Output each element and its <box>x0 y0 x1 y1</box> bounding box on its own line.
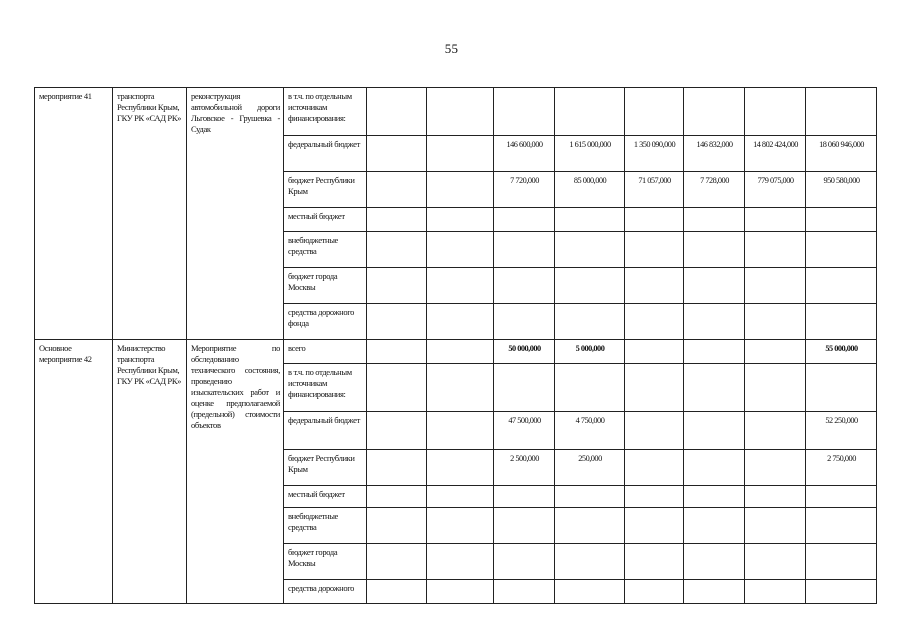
value-cell <box>806 544 877 580</box>
value-cell <box>745 208 806 232</box>
value-cell <box>806 304 877 340</box>
value-cell <box>684 508 745 544</box>
value-cell: 2 500,000 <box>494 450 555 486</box>
value-cell <box>367 136 427 172</box>
value-cell <box>494 544 555 580</box>
value-cell <box>625 486 684 508</box>
value-cell <box>625 450 684 486</box>
funding-source-cell: местный бюджет <box>284 208 367 232</box>
value-cell <box>427 340 494 364</box>
value-cell: 7 720,000 <box>494 172 555 208</box>
value-cell <box>745 580 806 604</box>
value-cell <box>684 208 745 232</box>
value-cell <box>684 304 745 340</box>
funding-table <box>34 87 877 604</box>
value-cell <box>684 364 745 412</box>
value-cell <box>367 88 427 136</box>
value-cell <box>555 364 625 412</box>
value-cell <box>684 232 745 268</box>
value-cell <box>494 486 555 508</box>
value-cell: 5 000,000 <box>555 340 625 364</box>
value-cell <box>625 88 684 136</box>
value-cell <box>625 232 684 268</box>
funding-source-cell: бюджет Республики Крым <box>284 172 367 208</box>
table-row <box>35 340 877 364</box>
value-cell: 250,000 <box>555 450 625 486</box>
value-cell <box>745 268 806 304</box>
value-cell <box>625 412 684 450</box>
value-cell <box>427 136 494 172</box>
executor-cell: транспорта Республики Крым, ГКУ РК «САД РК» <box>113 88 187 340</box>
value-cell <box>427 450 494 486</box>
value-cell <box>745 508 806 544</box>
value-cell <box>625 364 684 412</box>
value-cell: 52 250,000 <box>806 412 877 450</box>
value-cell <box>684 340 745 364</box>
value-cell <box>494 304 555 340</box>
value-cell <box>494 268 555 304</box>
funding-source-cell: внебюджетные средства <box>284 508 367 544</box>
value-cell: 2 750,000 <box>806 450 877 486</box>
value-cell <box>806 486 877 508</box>
value-cell <box>625 544 684 580</box>
value-cell: 18 060 946,000 <box>806 136 877 172</box>
value-cell <box>494 508 555 544</box>
value-cell <box>494 88 555 136</box>
value-cell: 1 615 000,000 <box>555 136 625 172</box>
value-cell <box>684 486 745 508</box>
value-cell <box>555 232 625 268</box>
value-cell <box>745 340 806 364</box>
value-cell <box>625 508 684 544</box>
value-cell: 950 580,000 <box>806 172 877 208</box>
value-cell <box>806 508 877 544</box>
value-cell <box>427 304 494 340</box>
value-cell <box>427 508 494 544</box>
page-number: 55 <box>444 41 459 56</box>
value-cell <box>555 304 625 340</box>
value-cell <box>806 580 877 604</box>
value-cell <box>625 340 684 364</box>
value-cell <box>745 232 806 268</box>
value-cell: 146 832,000 <box>684 136 745 172</box>
value-cell <box>367 508 427 544</box>
value-cell <box>625 268 684 304</box>
value-cell: 4 750,000 <box>555 412 625 450</box>
value-cell <box>494 580 555 604</box>
funding-source-cell: средства дорожного фонда <box>284 304 367 340</box>
value-cell <box>555 268 625 304</box>
value-cell <box>555 544 625 580</box>
event-name-cell: Основное мероприятие 42 <box>35 340 113 604</box>
value-cell <box>367 208 427 232</box>
value-cell <box>427 88 494 136</box>
funding-source-cell: в т.ч. по отдельным источникам финансирования: <box>284 88 367 136</box>
value-cell <box>684 268 745 304</box>
value-cell <box>427 412 494 450</box>
value-cell <box>367 364 427 412</box>
value-cell <box>745 304 806 340</box>
funding-source-cell: средства дорожного <box>284 580 367 604</box>
value-cell: 14 802 424,000 <box>745 136 806 172</box>
value-cell <box>745 412 806 450</box>
value-cell <box>555 486 625 508</box>
value-cell <box>427 486 494 508</box>
value-cell <box>494 364 555 412</box>
value-cell <box>427 364 494 412</box>
value-cell <box>625 208 684 232</box>
value-cell <box>367 544 427 580</box>
value-cell <box>684 450 745 486</box>
description-cell: Мероприятие по обследованию технического состояния, проведению изыскательских работ и оценке предполагаемой (предельной) стоимости объектов <box>187 340 284 604</box>
funding-source-cell: в т.ч. по отдельным источникам финансирования: <box>284 364 367 412</box>
funding-source-cell: всего <box>284 340 367 364</box>
value-cell <box>427 208 494 232</box>
value-cell <box>745 88 806 136</box>
value-cell <box>806 364 877 412</box>
executor-cell: Министерство транспорта Республики Крым, ГКУ РК «САД РК» <box>113 340 187 604</box>
value-cell <box>367 412 427 450</box>
funding-source-cell: местный бюджет <box>284 486 367 508</box>
value-cell <box>427 172 494 208</box>
value-cell <box>427 580 494 604</box>
value-cell <box>806 232 877 268</box>
value-cell <box>806 88 877 136</box>
value-cell <box>427 232 494 268</box>
value-cell <box>555 508 625 544</box>
value-cell <box>745 486 806 508</box>
value-cell <box>427 268 494 304</box>
value-cell <box>367 486 427 508</box>
funding-source-cell: федеральный бюджет <box>284 136 367 172</box>
value-cell: 7 728,000 <box>684 172 745 208</box>
value-cell: 146 600,000 <box>494 136 555 172</box>
value-cell <box>367 172 427 208</box>
value-cell <box>745 544 806 580</box>
value-cell: 50 000,000 <box>494 340 555 364</box>
value-cell: 1 350 090,000 <box>625 136 684 172</box>
value-cell <box>806 268 877 304</box>
value-cell <box>555 88 625 136</box>
value-cell <box>684 412 745 450</box>
value-cell <box>684 544 745 580</box>
value-cell <box>745 450 806 486</box>
value-cell <box>494 208 555 232</box>
value-cell <box>555 580 625 604</box>
value-cell <box>745 364 806 412</box>
funding-source-cell: бюджет Республики Крым <box>284 450 367 486</box>
funding-source-cell: внебюджетные средства <box>284 232 367 268</box>
value-cell: 47 500,000 <box>494 412 555 450</box>
value-cell <box>806 208 877 232</box>
value-cell <box>625 580 684 604</box>
value-cell <box>367 450 427 486</box>
value-cell <box>367 340 427 364</box>
funding-source-cell: бюджет города Москвы <box>284 268 367 304</box>
value-cell <box>555 208 625 232</box>
value-cell: 779 075,000 <box>745 172 806 208</box>
value-cell <box>625 304 684 340</box>
value-cell <box>367 304 427 340</box>
description-cell: реконструкция автомобильной дороги Льговское - Грушевка - Судак <box>187 88 284 340</box>
value-cell <box>684 88 745 136</box>
value-cell <box>367 580 427 604</box>
value-cell: 85 000,000 <box>555 172 625 208</box>
funding-source-cell: федеральный бюджет <box>284 412 367 450</box>
value-cell: 71 057,000 <box>625 172 684 208</box>
value-cell <box>427 544 494 580</box>
value-cell: 55 000,000 <box>806 340 877 364</box>
value-cell <box>684 580 745 604</box>
funding-source-cell: бюджет города Москвы <box>284 544 367 580</box>
value-cell <box>367 268 427 304</box>
value-cell <box>367 232 427 268</box>
event-name-cell: мероприятие 41 <box>35 88 113 340</box>
value-cell <box>494 232 555 268</box>
table-row <box>35 88 877 136</box>
